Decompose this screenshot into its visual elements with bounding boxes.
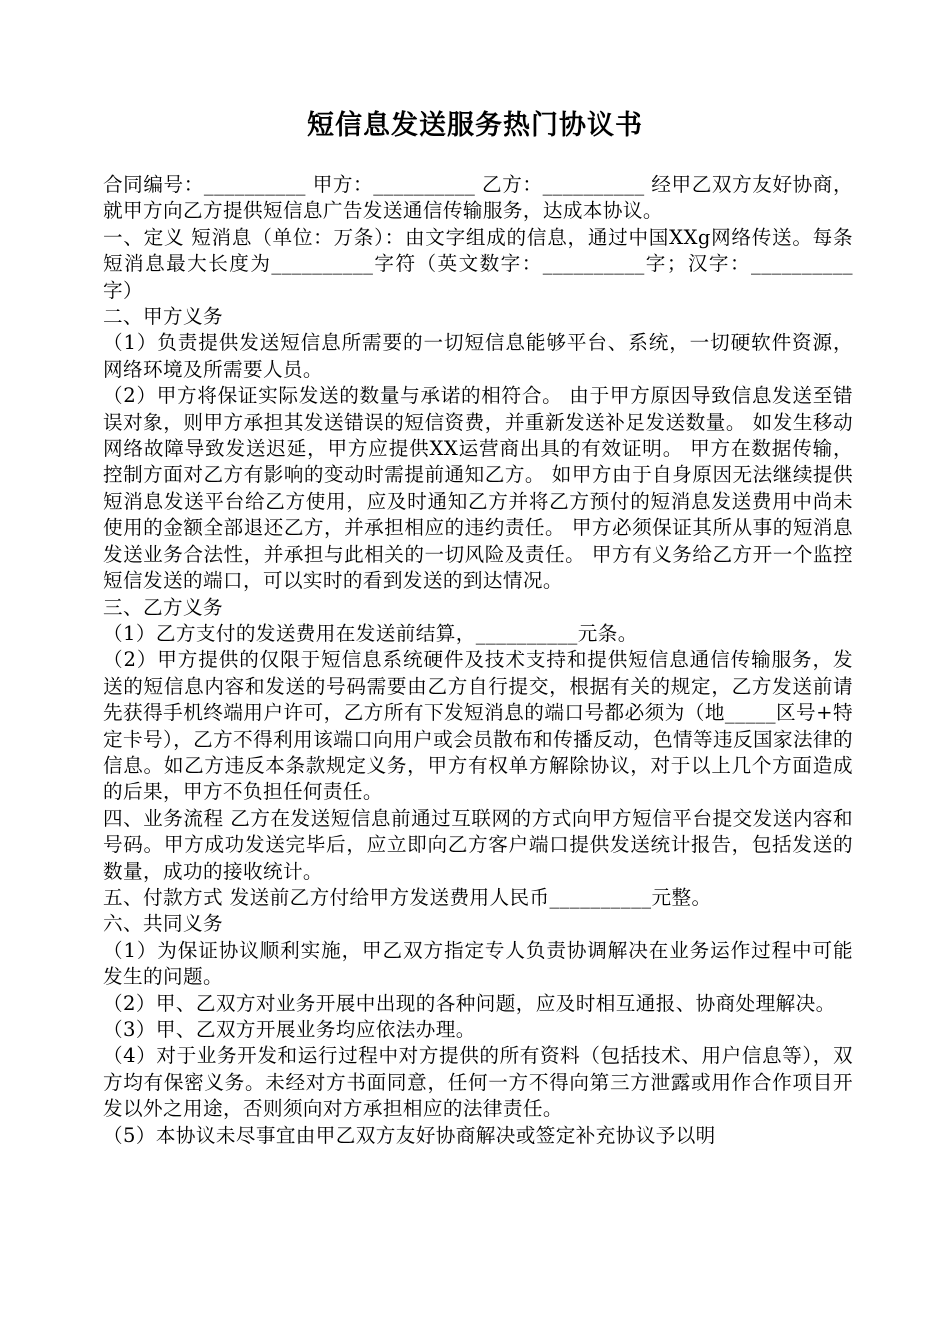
document-title: 短信息发送服务热门协议书 [307, 110, 643, 141]
section-heading-common-duties: 六、共同义务 [103, 912, 223, 936]
paragraph-common-3: （3）甲、乙双方开展业务均应依法办理。 [103, 1018, 476, 1041]
paragraph-party-a-2: （2）甲方将保证实际发送的数量与承诺的相符合。 由于甲方原因导致信息发送至错误对象，则甲方承担其发送错误的短信资费，并重新发送补足发送数量。 如发生移动网络故障导致发送迟延，甲方应提供XX运营商出具的有效证明。 甲方在数据传输，控制方面对乙方有影响的变动时需提前通知乙方。 如甲方由于自身原因无法继续提供短消息发送平台给乙方使用，应及时通知乙方并将乙方预付的短消息发送费用中尚未使用的金额全部退还乙方，并承担相应的违约责任。 甲方必须保证其所从事的短消息发送业务合法性，并承担与此相关的一切风险及责任。 甲方有义务给乙方开一个监控短信发送的端口，可以实时的看到发送的到达情况。 [103, 384, 853, 593]
paragraph-payment: 五、付款方式 发送前乙方付给甲方发送费用人民币__________元整。 [103, 885, 712, 909]
paragraph-preamble: 合同编号：__________ 甲方：__________ 乙方：__________ 经甲乙双方友好协商，就甲方向乙方提供短信息广告发送通信传输服务，达成本协议。 [103, 173, 853, 223]
paragraph-common-5: （5）本协议未尽事宜由甲乙双方友好协商解决或签定补充协议予以明 [103, 1123, 716, 1147]
section-heading-party-a: 二、甲方义务 [103, 305, 223, 329]
paragraph-party-b-2: （2）甲方提供的仅限于短信息系统硬件及技术支持和提供短信息通信传输服务，发送的短信息内容和发送的号码需要由乙方自行提交，根据有关的规定，乙方发送前请先获得手机终端用户许可，乙方所有下发短消息的端口号都必须为（地_____区号+特定卡号），乙方不得利用该端口向用户或会员散布和传播反动，色情等违反国家法律的信息。如乙方违反本条款规定义务，甲方有权单方解除协议，对于以上几个方面造成的后果，甲方不负担任何责任。 [103, 648, 853, 804]
section-heading-party-b: 三、乙方义务 [103, 595, 223, 619]
paragraph-business-process: 四、业务流程 乙方在发送短信息前通过互联网的方式向甲方短信平台提交发送内容和号码。甲方成功发送完毕后，应立即向乙方客户端口提供发送统计报告，包括发送的数量，成功的接收统计。 [103, 806, 853, 883]
paragraph-common-4: （4）对于业务开发和运行过程中对方提供的所有资料（包括技术、用户信息等），双方均有保密义务。未经对方书面同意，任何一方不得向第三方泄露或用作合作项目开发以外之用途，否则须向对方承担相应的法律责任。 [103, 1044, 853, 1121]
paragraph-definition: 一、定义 短消息（单位：万条）：由文字组成的信息，通过中国XXg网络传送。每条短消息最大长度为__________字符（英文数字：__________字；汉字：__________字） [103, 225, 853, 302]
paragraph-common-1: （1）为保证协议顺利实施，甲乙双方指定专人负责协调解决在业务运作过程中可能发生的问题。 [103, 938, 853, 989]
paragraph-common-2: （2）甲、乙双方对业务开展中出现的各种问题，应及时相互通报、协商处理解决。 [103, 991, 836, 1015]
paragraph-party-a-1: （1）负责提供发送短信息所需要的一切短信息能够平台、系统，一切硬软件资源，网络环境及所需要人员。 [103, 331, 853, 381]
document-body [103, 172, 853, 1149]
paragraph-party-b-1: （1）乙方支付的发送费用在发送前结算，__________元条。 [103, 621, 638, 645]
